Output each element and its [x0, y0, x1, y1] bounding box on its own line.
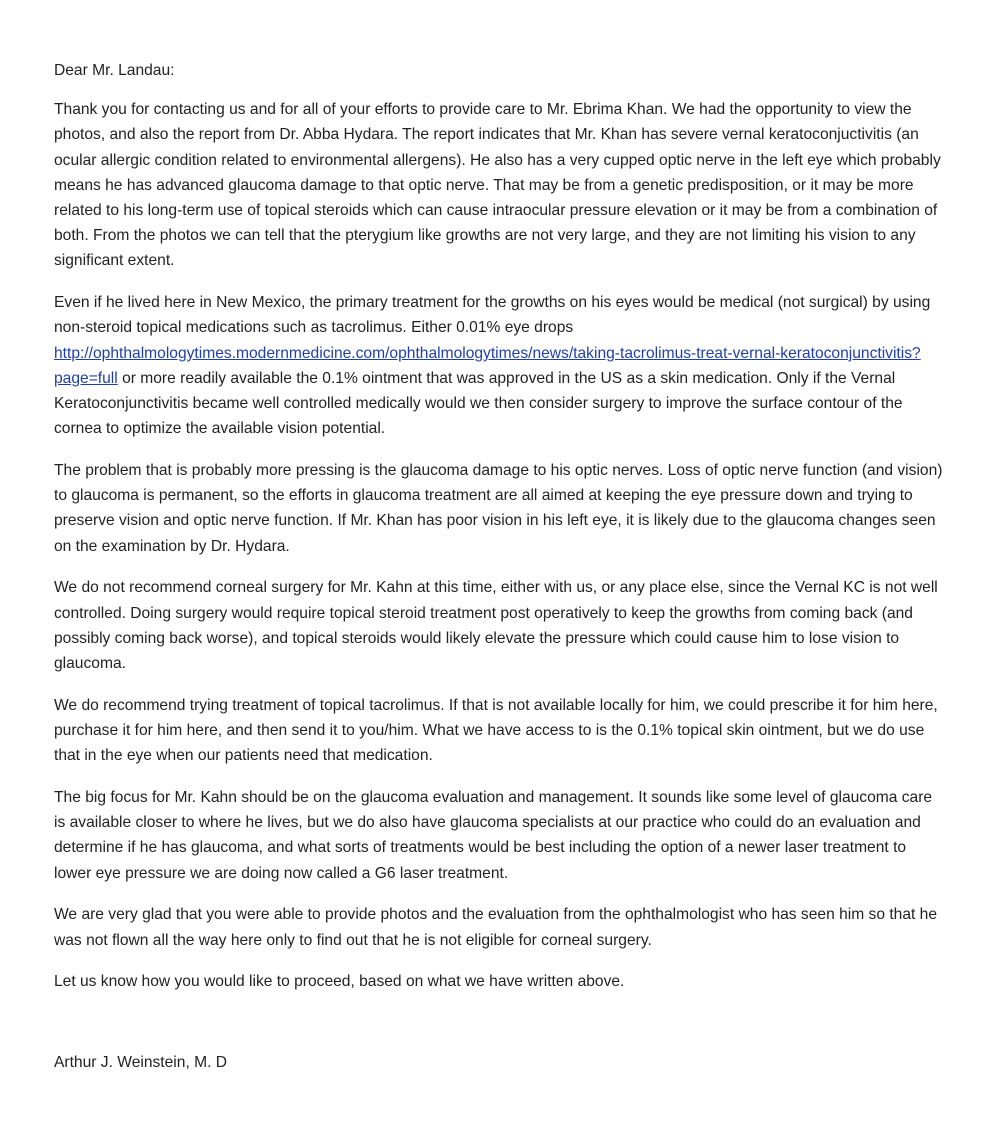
paragraph-treatment-text-start: Even if he lived here in New Mexico, the primary treatment for the growths on his eyes would be medical (not surgical) by using non-steroid topical medications such as tacrolimus. Either 0.01% eye drops	[54, 294, 931, 337]
paragraph-glaucoma-focus: The big focus for Mr. Kahn should be on the glaucoma evaluation and management. It sounds like some level of glaucoma care is available closer to where he lives, but we do also have glaucoma specialists at our practice who could do an evaluation and determine if he has glaucoma, and what sorts of treatments would be best including the option of a newer laser treatment to lower eye pressure we are doing now called a G6 laser treatment.	[54, 789, 933, 882]
paragraph-thanks: We are very glad that you were able to provide photos and the evaluation from the ophthalmologist who has seen him so that he was not flown all the way here only to find out that he is not eligible for corneal surgery.	[54, 906, 938, 949]
paragraph-surgery-recommendation: We do not recommend corneal surgery for Mr. Kahn at this time, either with us, or any place else, since the Vernal KC is not well controlled. Doing surgery would require topical steroid treatment post operatively to keep the growths from coming back (and possibly coming back worse), and topical steroids would likely elevate the pressure which could cause him to lose vision to glaucoma.	[54, 579, 938, 673]
paragraph-treatment-text-end: or more readily available the 0.1% ointment that was approved in the US as a skin medication. Only if the Vernal Keratoconjunctivitis became well controlled medically would we then consider surgery to improve the surface contour of the cornea to optimize the available vision potential.	[54, 369, 903, 438]
letter-body	[54, 58, 944, 1011]
tacrolimus-article-link[interactable]: http://ophthalmologytimes.modernmedicine.com/ophthalmologytimes/news/taking-tacrolimus-treat-vernal-keratoconjunctivitis?page=full	[54, 344, 921, 387]
paragraph-closing: Let us know how you would like to proceed, based on what we have written above.	[54, 973, 625, 991]
paragraph-treatment	[54, 290, 944, 441]
paragraph-glaucoma: The problem that is probably more pressing is the glaucoma damage to his optic nerves. Loss of optic nerve function (and vision) to glaucoma is permanent, so the efforts in glaucoma treatment are all aimed at keeping the eye pressure down and trying to preserve vision and optic nerve function. If Mr. Khan has poor vision in his left eye, it is likely due to the glaucoma changes seen on the examination by Dr. Hydara.	[54, 462, 943, 555]
paragraph-diagnosis: Thank you for contacting us and for all of your efforts to provide care to Mr. Ebrima Khan. We had the opportunity to view the photos, and also the report from Dr. Abba Hydara. The report indicates that Mr. Khan has severe vernal keratoconjuctivitis (an ocular allergic condition related to environmental allergens). He also has a very cupped optic nerve in the left eye which probably means he has advanced glaucoma damage to that optic nerve. That may be from a genetic predisposition, or it may be more related to his long-term use of topical steroids which can cause intraocular pressure elevation or it may be from a combination of both. From the photos we can tell that the pterygium like growths are not very large, and they are not limiting his vision to any significant extent.	[54, 101, 941, 270]
signature: Arthur J. Weinstein, M. D	[54, 1054, 228, 1071]
salutation: Dear Mr. Landau:	[54, 62, 175, 79]
paragraph-tacrolimus-recommendation: We do recommend trying treatment of topical tacrolimus. If that is not available locally for him, we could prescribe it for him here, purchase it for him here, and then send it to you/him. What we have access to is the 0.1% topical skin ointment, but we do use that in the eye when our patients need that medication.	[54, 696, 938, 765]
